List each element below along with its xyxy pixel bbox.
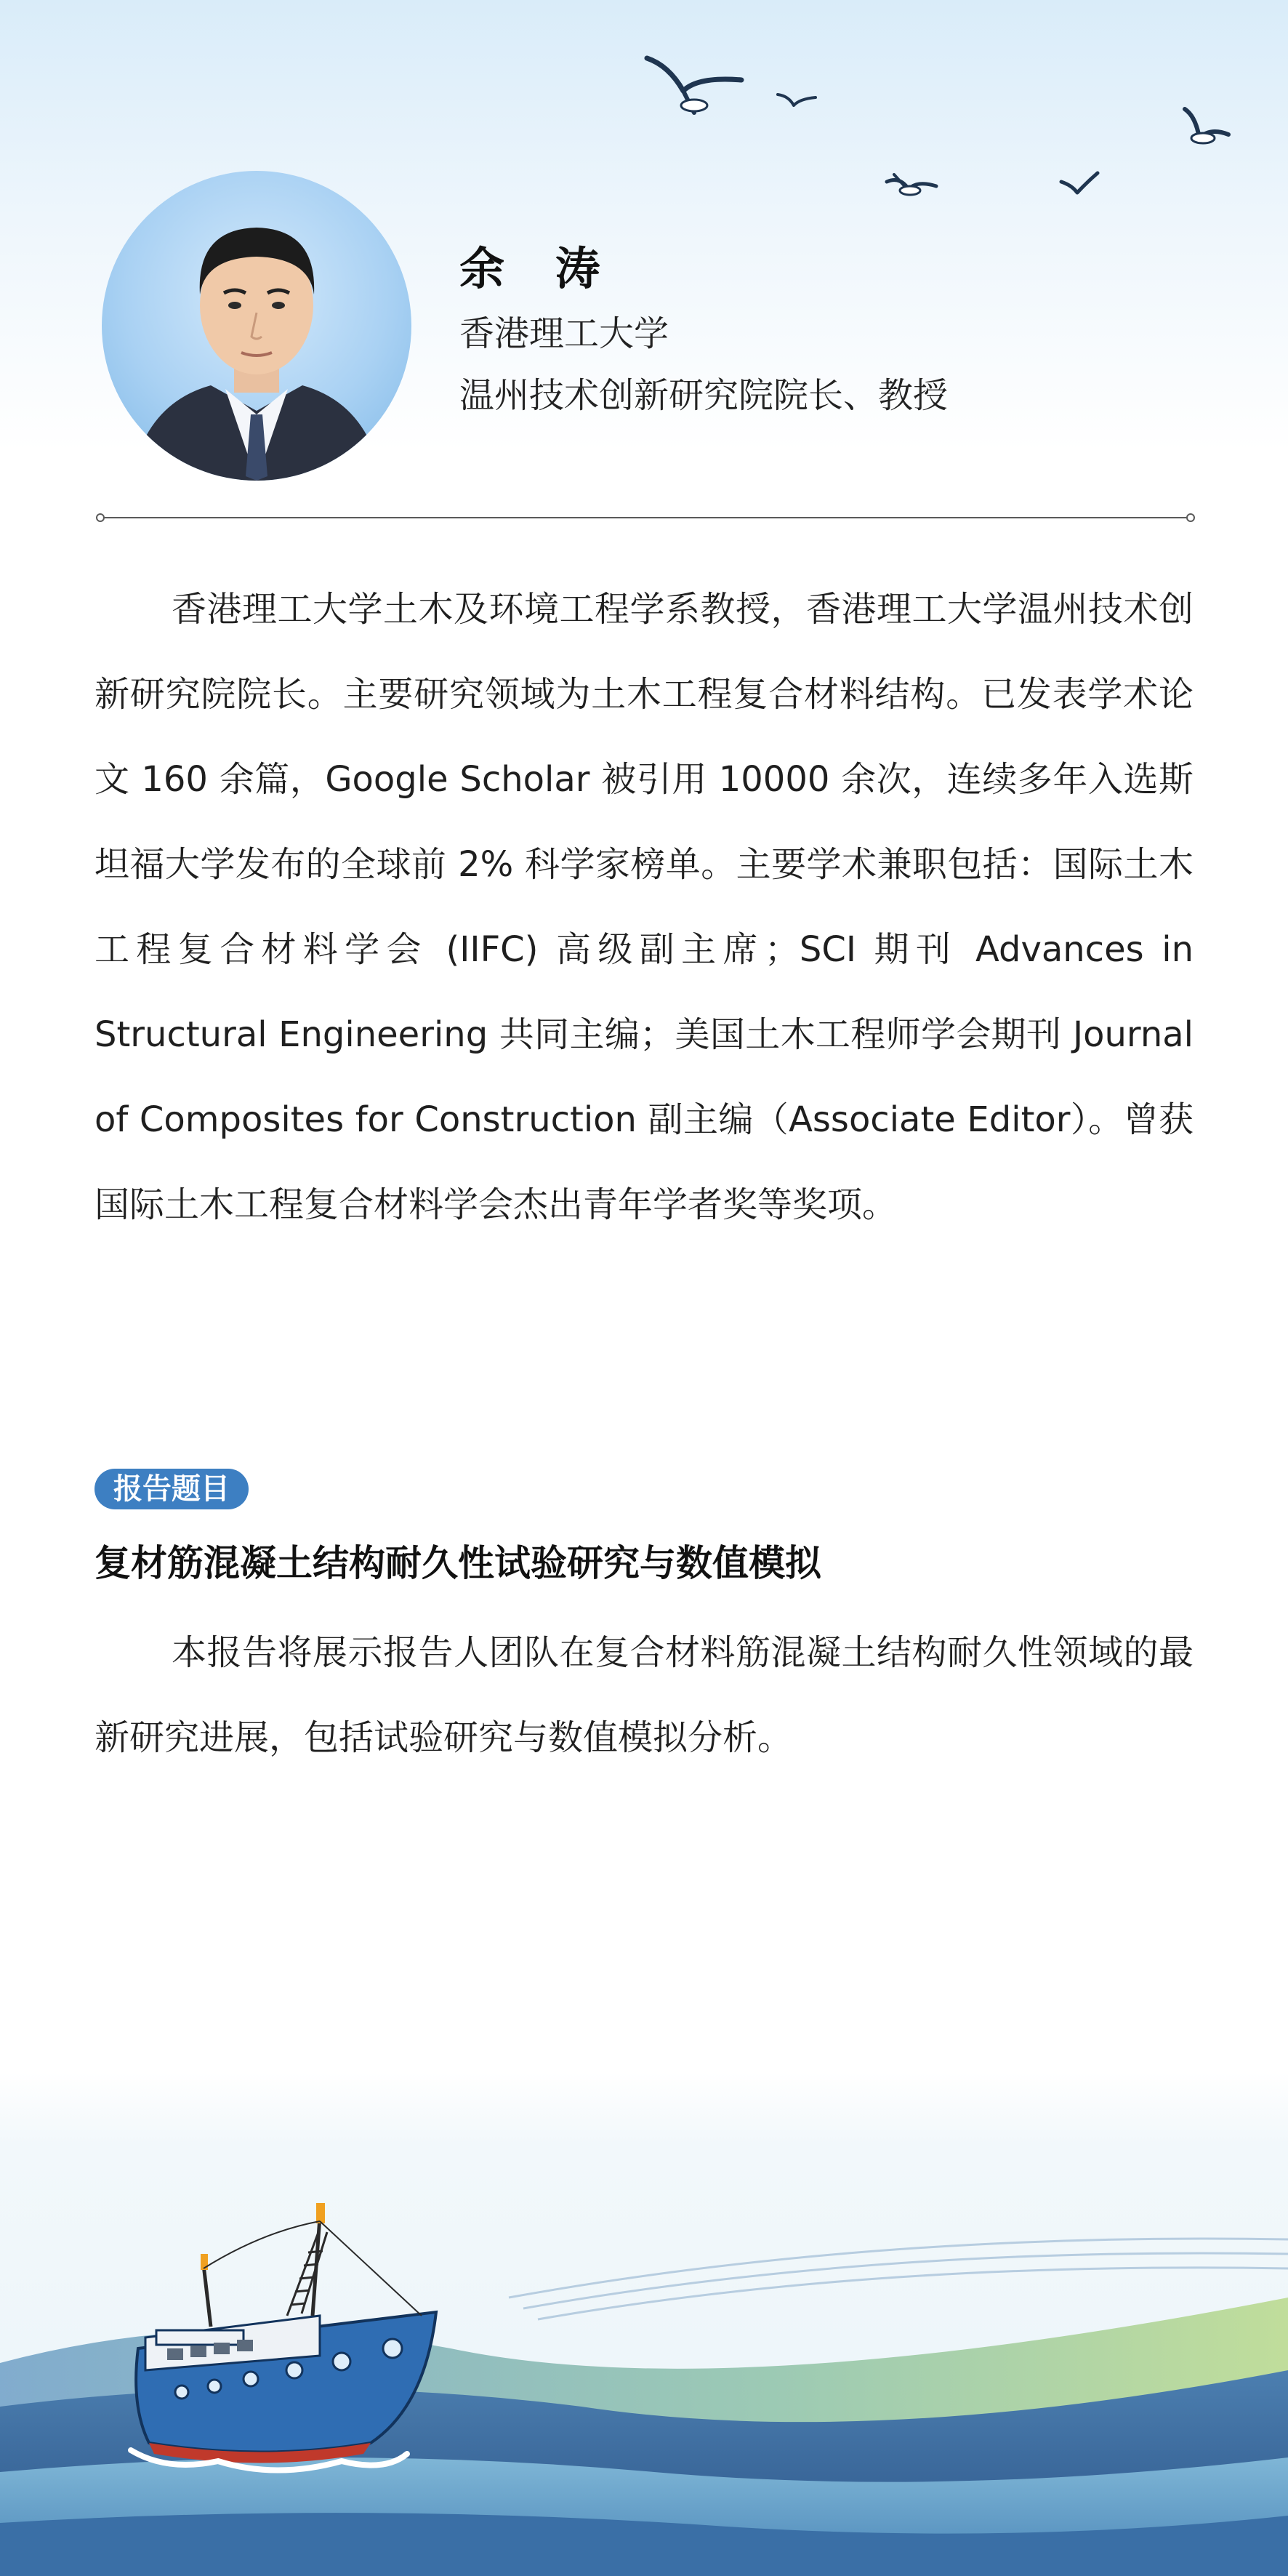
talk-abstract: 本报告将展示报告人团队在复合材料筋混凝土结构耐久性领域的最新研究进展，包括试验研究与数值模拟分析。 [94,1632,1194,1758]
speaker-affiliation: 香港理工大学 [459,313,669,354]
talk-title: 复材筋混凝土结构耐久性试验研究与数值模拟 [94,1542,821,1584]
fishing-boat-icon [0,2130,1288,2576]
seagulls-icon [625,36,1250,211]
section-divider [94,509,1196,526]
speaker-position: 温州技术创新研究院院长、教授 [459,375,949,416]
speaker-avatar [102,171,411,481]
speaker-name: 余 涛 [459,242,618,295]
speaker-bio: 香港理工大学土木及环境工程学系教授，香港理工大学温州技术创新研究院院长。主要研究领域为土木工程复合材料结构。已发表学术论文 160 余篇，Google Scholar 被引用 10000 余次，连续多年入选斯坦福大学发布的全球前 2% 科学家榜单。主要学术兼职包括：国际土木工程复合材料学会 (IIFC) 高级副主席；SCI 期刊 Advances in Structural Engineering 共同主编；美国土木工程师学会期刊 Journal of Composites for Construction 副主编（Associate Editor）。曾获国际土木工程复合材料学会杰出青年学者奖等奖项。 [94,589,1194,1225]
talk-topic-badge: 报告题目 [94,1469,249,1509]
